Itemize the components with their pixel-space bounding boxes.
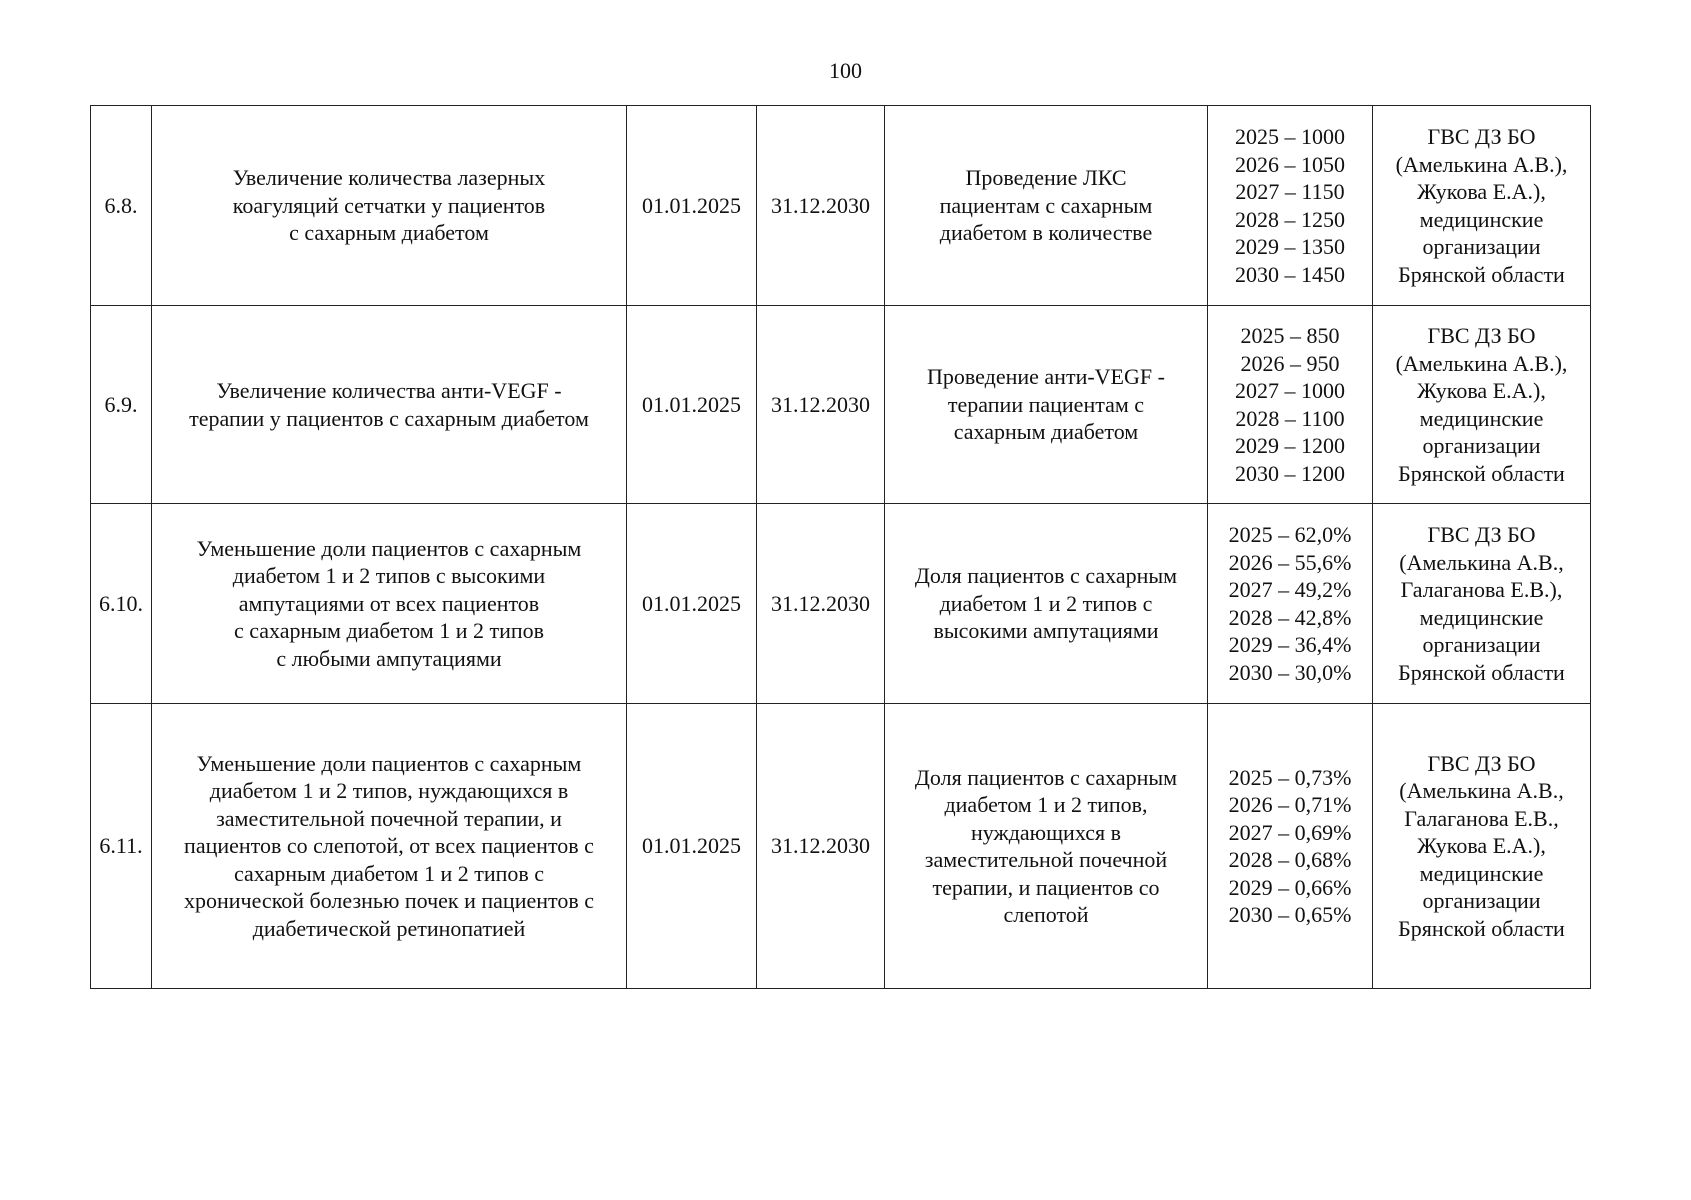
value-line: 2027 – 1000 <box>1235 378 1345 403</box>
activity-name <box>152 504 627 704</box>
text-line: хронической болезнью почек и пациентов с <box>184 888 594 914</box>
text-line: ГВС ДЗ БО <box>1427 522 1536 547</box>
text-line: диабетом 1 и 2 типов, нуждающихся в <box>209 778 569 804</box>
text-line: ГВС ДЗ БО <box>1427 323 1536 348</box>
text-line: нуждающихся в <box>971 819 1121 845</box>
responsible <box>1373 504 1591 704</box>
value-line: 2026 – 1050 <box>1235 151 1345 177</box>
end-date: 31.12.2030 <box>757 306 885 504</box>
text-line: Брянской области <box>1398 460 1565 486</box>
text-line: заместительной почечной терапии, и <box>216 805 562 831</box>
start-date: 01.01.2025 <box>627 704 757 989</box>
text-line: слепотой <box>1003 902 1089 927</box>
activity-name <box>152 704 627 989</box>
value-line: 2030 – 0,65% <box>1228 902 1352 927</box>
text-line: Брянской области <box>1398 261 1565 287</box>
responsible <box>1373 106 1591 306</box>
text-line: диабетом 1 и 2 типов, <box>944 792 1148 817</box>
text-line: медицинские <box>1419 604 1544 630</box>
row-number: 6.10. <box>91 504 152 704</box>
table-row <box>91 106 1591 306</box>
activity-name <box>152 306 627 504</box>
value-line: 2027 – 49,2% <box>1228 577 1352 602</box>
result-description <box>885 306 1208 504</box>
value-line: 2026 – 55,6% <box>1228 549 1352 575</box>
value-line: 2028 – 1250 <box>1235 206 1345 232</box>
text-line: организации <box>1422 433 1541 458</box>
value-line: 2030 – 1200 <box>1235 460 1345 486</box>
table-row <box>91 306 1591 504</box>
text-line: (Амелькина А.В.), <box>1395 350 1568 376</box>
target-values <box>1208 306 1373 504</box>
value-line: 2028 – 1100 <box>1235 405 1345 431</box>
text-line: Доля пациентов с сахарным <box>914 563 1178 589</box>
text-line: Проведение анти-VEGF - <box>927 364 1165 390</box>
target-values <box>1208 106 1373 306</box>
value-line: 2029 – 0,66% <box>1228 874 1352 900</box>
text-line: Увеличение количества анти-VEGF - <box>216 378 562 403</box>
page-number: 100 <box>829 58 862 83</box>
end-date: 31.12.2030 <box>757 704 885 989</box>
row-number: 6.8. <box>91 106 152 306</box>
text-line: с любыми ампутациями <box>276 645 502 671</box>
end-date: 31.12.2030 <box>757 504 885 704</box>
start-date: 01.01.2025 <box>627 504 757 704</box>
text-line: организации <box>1422 632 1541 657</box>
activities-table <box>90 105 1591 989</box>
responsible <box>1373 704 1591 989</box>
text-line: пациентов со слепотой, от всех пациентов с <box>184 833 594 859</box>
start-date: 01.01.2025 <box>627 306 757 504</box>
text-line: Брянской области <box>1398 915 1565 941</box>
text-line: Проведение ЛКС <box>965 165 1127 191</box>
value-line: 2030 – 30,0% <box>1228 659 1352 685</box>
text-line: сахарным диабетом <box>953 419 1139 445</box>
value-line: 2027 – 1150 <box>1235 179 1345 204</box>
row-number: 6.11. <box>91 704 152 989</box>
text-line: медицинские <box>1419 405 1544 431</box>
text-line: диабетической ретинопатией <box>252 915 526 941</box>
result-description <box>885 106 1208 306</box>
text-line: организации <box>1422 888 1541 914</box>
text-line: Жукова Е.А.), <box>1417 833 1546 859</box>
value-line: 2028 – 42,8% <box>1228 604 1352 630</box>
text-line: диабетом в количестве <box>939 220 1153 246</box>
text-line: терапии, и пациентов со <box>932 874 1160 900</box>
text-line: Брянской области <box>1398 659 1565 685</box>
value-line: 2028 – 0,68% <box>1228 847 1352 872</box>
value-line: 2029 – 1350 <box>1235 234 1345 259</box>
table-row <box>91 704 1591 989</box>
start-date: 01.01.2025 <box>627 106 757 306</box>
row-number: 6.9. <box>91 306 152 504</box>
text-line: заместительной почечной <box>924 847 1168 872</box>
result-description <box>885 704 1208 989</box>
value-line: 2025 – 62,0% <box>1228 522 1352 547</box>
text-line: сахарным диабетом 1 и 2 типов с <box>233 860 545 886</box>
text-line: терапии у пациентов с сахарным диабетом <box>189 405 589 431</box>
text-line: ГВС ДЗ БО <box>1427 124 1536 149</box>
text-line: Жукова Е.А.), <box>1417 378 1546 403</box>
text-line: Жукова Е.А.), <box>1417 179 1546 204</box>
value-line: 2026 – 950 <box>1240 350 1340 376</box>
value-line: 2025 – 0,73% <box>1228 764 1352 790</box>
value-line: 2025 – 1000 <box>1235 124 1345 149</box>
value-line: 2029 – 1200 <box>1235 433 1345 458</box>
text-line: диабетом 1 и 2 типов с высокими <box>232 563 546 589</box>
text-line: ампутациями от всех пациентов <box>238 590 540 616</box>
text-line: медицинские <box>1419 860 1544 886</box>
text-line: медицинские <box>1419 206 1544 232</box>
text-line: Уменьшение доли пациентов с сахарным <box>196 750 582 776</box>
text-line: Галаганова Е.В.), <box>1400 577 1563 602</box>
text-line: (Амелькина А.В., <box>1399 549 1564 575</box>
value-line: 2025 – 850 <box>1240 323 1340 348</box>
text-line: ГВС ДЗ БО <box>1427 750 1536 776</box>
table-row <box>91 504 1591 704</box>
text-line: Галаганова Е.В., <box>1404 805 1559 831</box>
activity-name <box>152 106 627 306</box>
end-date: 31.12.2030 <box>757 106 885 306</box>
text-line: терапии пациентам с <box>947 391 1145 417</box>
target-values <box>1208 704 1373 989</box>
value-line: 2030 – 1450 <box>1235 261 1345 287</box>
text-line: пациентам с сахарным <box>939 192 1153 218</box>
value-line: 2026 – 0,71% <box>1228 792 1352 817</box>
text-line: организации <box>1422 234 1541 259</box>
text-line: Увеличение количества лазерных <box>232 165 546 191</box>
text-line: с сахарным диабетом <box>289 220 489 246</box>
value-line: 2029 – 36,4% <box>1228 632 1352 657</box>
result-description <box>885 504 1208 704</box>
text-line: Уменьшение доли пациентов с сахарным <box>196 535 582 561</box>
text-line: (Амелькина А.В.), <box>1395 151 1568 177</box>
target-values <box>1208 504 1373 704</box>
text-line: с сахарным диабетом 1 и 2 типов <box>233 618 545 644</box>
text-line: диабетом 1 и 2 типов с <box>939 590 1153 616</box>
text-line: Доля пациентов с сахарным <box>914 764 1178 790</box>
text-line: коагуляций сетчатки у пациентов <box>232 192 546 218</box>
responsible <box>1373 306 1591 504</box>
value-line: 2027 – 0,69% <box>1228 819 1352 845</box>
text-line: (Амелькина А.В., <box>1399 778 1564 804</box>
text-line: высокими ампутациями <box>933 618 1159 644</box>
